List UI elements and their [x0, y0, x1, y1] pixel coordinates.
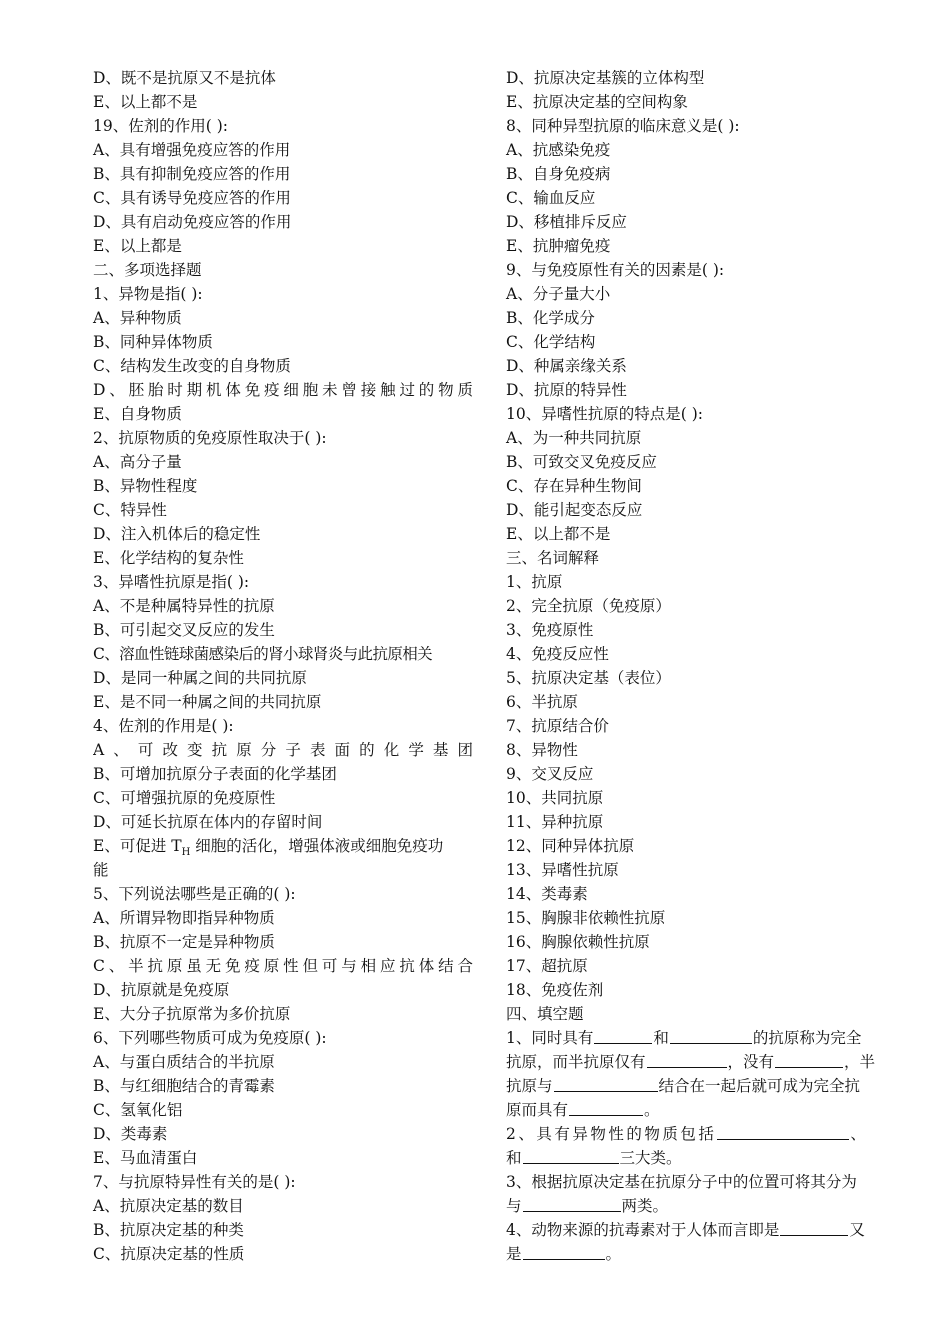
- section-heading-multiple-choice: 二、多项选择题: [93, 261, 202, 279]
- q2-text: 2、具有异物性的物质包括: [506, 1125, 717, 1143]
- term-item: 15、胸腺非依赖性抗原: [506, 909, 666, 927]
- fill-blank-q1-line3: [506, 1074, 884, 1098]
- fill-blank-q2-line2: [506, 1146, 884, 1170]
- option-line: A、具有增强免疫应答的作用: [93, 141, 291, 159]
- option-line: D、具有启动免疫应答的作用: [93, 213, 292, 231]
- term-item: 17、超抗原: [506, 957, 588, 975]
- term-item: 16、胸腺依赖性抗原: [506, 933, 650, 951]
- option-line: D、种属亲缘关系: [506, 357, 627, 375]
- option-line: E、自身物质: [93, 405, 182, 423]
- q3-text: 与: [506, 1197, 522, 1215]
- answer-blank[interactable]: [717, 1122, 849, 1140]
- option-line-th-cell: [93, 834, 473, 858]
- question-line: 7、与抗原特异性有关的是( ):: [93, 1173, 296, 1191]
- option-line: A、高分子量: [93, 453, 182, 471]
- answer-blank[interactable]: [647, 1050, 727, 1068]
- option-line: D、能引起变态反应: [506, 501, 643, 519]
- fill-blank-q1-line4: [506, 1098, 884, 1122]
- option-line: B、可引起交叉反应的发生: [93, 621, 275, 639]
- q1-text: 原而具有: [506, 1101, 569, 1119]
- question-line: 10、异嗜性抗原的特点是( ):: [506, 405, 703, 423]
- answer-blank[interactable]: [523, 1146, 619, 1164]
- q1-text: 和: [653, 1029, 669, 1047]
- section-heading-fill-blank: 四、填空题: [506, 1005, 584, 1023]
- question-line: 3、异嗜性抗原是指( ):: [93, 573, 250, 591]
- answer-blank[interactable]: [594, 1026, 652, 1044]
- term-item: 11、异种抗原: [506, 813, 604, 831]
- fill-blank-q3-line1: 3、根据抗原决定基在抗原分子中的位置可将其分为: [506, 1173, 857, 1191]
- term-item: 14、类毒素: [506, 885, 588, 903]
- option-line: A、为一种共同抗原: [506, 429, 642, 447]
- option-line: E、马血清蛋白: [93, 1149, 198, 1167]
- option-line: C、氢氧化铝: [93, 1101, 183, 1119]
- term-item: 6、半抗原: [506, 693, 578, 711]
- option-continuation: 能: [93, 861, 109, 879]
- question-line: 4、佐剂的作用是( ):: [93, 717, 234, 735]
- option-line: D、抗原的特异性: [506, 381, 627, 399]
- right-column: [506, 66, 884, 1266]
- option-line: D、胚胎时期机体免疫细胞未曾接触过的物质: [93, 381, 473, 399]
- option-line: C、输血反应: [506, 189, 596, 207]
- q4-text: 又: [849, 1221, 865, 1239]
- answer-blank[interactable]: [523, 1242, 605, 1260]
- option-line: B、抗原不一定是异种物质: [93, 933, 275, 951]
- question-line: 8、同种异型抗原的临床意义是( ):: [506, 117, 740, 135]
- option-line: E、是不同一种属之间的共同抗原: [93, 693, 322, 711]
- option-line: A、可改变抗原分子表面的化学基团: [93, 741, 473, 759]
- term-item: 18、免疫佐剂: [506, 981, 604, 999]
- left-column: [93, 66, 473, 1266]
- option-line: D、抗原就是免疫原: [93, 981, 230, 999]
- option-line: A、抗感染免疫: [506, 141, 611, 159]
- fill-blank-q4-line2: [506, 1242, 884, 1266]
- question-line: 9、与免疫原性有关的因素是( ):: [506, 261, 725, 279]
- answer-blank[interactable]: [780, 1218, 848, 1236]
- question-19: 19、佐剂的作用( ):: [93, 117, 228, 135]
- option-line: C、存在异种生物间: [506, 477, 642, 495]
- option-line: C、溶血性链球菌感染后的肾小球肾炎与此抗原相关: [93, 645, 433, 663]
- answer-blank[interactable]: [670, 1026, 752, 1044]
- option-line: E、以上都不是: [506, 525, 611, 543]
- fill-blank-q1-line2: [506, 1050, 884, 1074]
- section-heading-term-definitions: 三、名词解释: [506, 549, 600, 567]
- term-item: 4、免疫反应性: [506, 645, 609, 663]
- option-line: D、可延长抗原在体内的存留时间: [93, 813, 323, 831]
- text-line: D、既不是抗原又不是抗体: [93, 69, 276, 87]
- option-line: B、可致交叉免疫反应: [506, 453, 657, 471]
- question-line: 5、下列说法哪些是正确的( ):: [93, 885, 296, 903]
- q4-text: 4、动物来源的抗毒素对于人体而言即是: [506, 1221, 780, 1239]
- option-line: C、可增强抗原的免疫原性: [93, 789, 276, 807]
- option-line: C、具有诱导免疫应答的作用: [93, 189, 291, 207]
- option-line: A、异种物质: [93, 309, 182, 327]
- option-line: A、不是种属特异性的抗原: [93, 597, 275, 615]
- q4-text: 。: [605, 1245, 622, 1263]
- option-line: E、大分子抗原常为多价抗原: [93, 1005, 291, 1023]
- q2-text: 、: [850, 1125, 866, 1143]
- option-line: B、化学成分: [506, 309, 595, 327]
- q1-text: 的抗原称为完全: [752, 1029, 862, 1047]
- fill-blank-q4-line1: [506, 1218, 884, 1242]
- q1-text: ，没有: [727, 1053, 775, 1071]
- question-line: 6、下列哪些物质可成为免疫原( ):: [93, 1029, 327, 1047]
- option-line: C、结构发生改变的自身物质: [93, 357, 291, 375]
- option-line: B、具有抑制免疫应答的作用: [93, 165, 291, 183]
- option-line: A、与蛋白质结合的半抗原: [93, 1053, 275, 1071]
- q2-text: 三大类。: [619, 1149, 682, 1167]
- option-line: D、抗原决定基簇的立体构型: [506, 69, 705, 87]
- answer-blank[interactable]: [775, 1050, 843, 1068]
- fill-blank-q1-line1: [506, 1026, 884, 1050]
- q1-text: 。: [644, 1101, 660, 1119]
- option-line: E、抗肿瘤免疫: [506, 237, 611, 255]
- q1-text: 抗原，而半抗原仅有: [506, 1053, 646, 1071]
- q1-text: 结合在一起后就可成为完全抗: [658, 1077, 861, 1095]
- option-line: C、半抗原虽无免疫原性但可与相应抗体结合: [93, 957, 473, 975]
- option-line: C、特异性: [93, 501, 167, 519]
- answer-blank[interactable]: [569, 1098, 643, 1116]
- option-line: D、注入机体后的稳定性: [93, 525, 261, 543]
- option-line: B、自身免疫病: [506, 165, 611, 183]
- option-line: E、抗原决定基的空间构象: [506, 93, 688, 111]
- option-line: A、分子量大小: [506, 285, 611, 303]
- fill-blank-q2-line1: [506, 1122, 884, 1146]
- option-line: B、同种异体物质: [93, 333, 213, 351]
- term-item: 8、异物性: [506, 741, 578, 759]
- option-line: C、化学结构: [506, 333, 596, 351]
- option-line: A、所谓异物即指异种物质: [93, 909, 275, 927]
- q3-text: 两类。: [621, 1197, 669, 1215]
- question-line: 2、抗原物质的免疫原性取决于( ):: [93, 429, 327, 447]
- q2-text: 和: [506, 1149, 522, 1167]
- term-item: 9、交叉反应: [506, 765, 594, 783]
- term-item: 10、共同抗原: [506, 789, 604, 807]
- term-item: 1、抗原: [506, 573, 563, 591]
- option-line: D、是同一种属之间的共同抗原: [93, 669, 307, 687]
- term-item: 3、免疫原性: [506, 621, 594, 639]
- text-line: E、以上都不是: [93, 93, 198, 111]
- term-item: 2、完全抗原（免疫原）: [506, 597, 671, 615]
- option-line: D、类毒素: [93, 1125, 168, 1143]
- answer-blank[interactable]: [554, 1074, 658, 1092]
- q1-text: ，半: [844, 1053, 876, 1071]
- fill-blank-q3-line2: [506, 1194, 884, 1218]
- option-line: B、异物性程度: [93, 477, 198, 495]
- option-line: B、抗原决定基的种类: [93, 1221, 244, 1239]
- option-line: C、抗原决定基的性质: [93, 1245, 245, 1263]
- question-line: 1、异物是指( ):: [93, 285, 203, 303]
- option-line: B、可增加抗原分子表面的化学基团: [93, 765, 337, 783]
- option-line: D、移植排斥反应: [506, 213, 627, 231]
- subscript-h: H: [181, 847, 191, 858]
- term-item: 7、抗原结合价: [506, 717, 609, 735]
- option-line: E、化学结构的复杂性: [93, 549, 244, 567]
- option-text: E、可促进 T: [93, 837, 182, 855]
- option-line: A、抗原决定基的数目: [93, 1197, 244, 1215]
- term-item: 12、同种异体抗原: [506, 837, 635, 855]
- q4-text: 是: [506, 1245, 522, 1263]
- q1-text: 抗原与: [506, 1077, 553, 1095]
- term-item: 5、抗原决定基（表位）: [506, 669, 671, 687]
- q1-text: 1、同时具有: [506, 1029, 594, 1047]
- term-item: 13、异嗜性抗原: [506, 861, 619, 879]
- option-text: 细胞的活化，增强体液或细胞免疫功: [190, 837, 444, 855]
- answer-blank[interactable]: [523, 1194, 621, 1212]
- option-line: E、以上都是: [93, 237, 182, 255]
- option-line: B、与红细胞结合的青霉素: [93, 1077, 275, 1095]
